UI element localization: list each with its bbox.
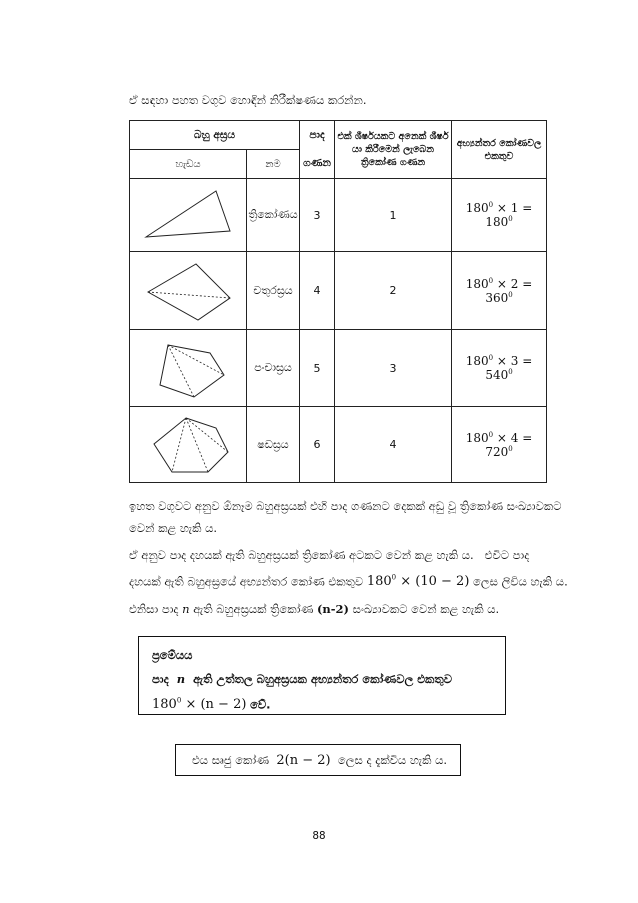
row-name: චතුරස්‍රය xyxy=(247,252,300,330)
row-sides: 4 xyxy=(300,252,335,330)
row-angle-sum: $180^0 \times 4 = 720^0$ xyxy=(452,407,547,483)
row-name: පංචාස්‍රය xyxy=(247,330,300,407)
formula-ten-sides: $180^0 \times (10 - 2)$ xyxy=(366,574,470,590)
triangle-shape xyxy=(130,179,247,252)
header-interior-sum: අභ්‍යන්තර කෝණවල එකතුව xyxy=(452,121,547,179)
paragraph-1-line-2: වෙන් කළ හැකි ය. xyxy=(129,521,218,535)
header-polygon: බහු අස්‍රය xyxy=(130,121,300,150)
paragraph-2-line-2: දහයක් ඇති බහුඅස්‍රයේ අභ්‍යන්තර කෝණ එකතුව $180^0 \times (10 - 2)$ ලෙස ලිවිය හැකි ය. xyxy=(129,574,568,590)
row-name: ෂඩස්‍රය xyxy=(247,407,300,483)
table-row xyxy=(130,330,547,407)
paragraph-1-line-1: ඉහත වගුවට අනුව ඕනෑම බහුඅස්‍රයක් එහි පාද ගණනට දෙකක් අඩු වූ ත්‍රිකෝණ සංඛ්‍යාවකට xyxy=(129,499,562,513)
paragraph-3: එනිසා පාද n ඇති බහුඅස්‍රයක් ත්‍රිකෝණ (n-2) සංඛ්‍යාවකට වෙන් කළ හැකි ය. xyxy=(129,602,500,616)
row-triangles: 4 xyxy=(335,407,452,483)
row-sides: 6 xyxy=(300,407,335,483)
row-angle-sum: $180^0 \times 1 = 180^0$ xyxy=(452,179,547,252)
theorem-line-2: $180^0 \times (n - 2)$ වේ. xyxy=(152,697,271,713)
row-sides: 5 xyxy=(300,330,335,407)
row-triangles: 3 xyxy=(335,330,452,407)
row-sides: 3 xyxy=(300,179,335,252)
theorem-line-1: පාද n ඇති උත්තල බහුඅස්‍රයක අභ්‍යන්තර කෝණවල එකතුව xyxy=(152,672,452,686)
row-triangles: 1 xyxy=(335,179,452,252)
header-sides: පාද xyxy=(300,121,335,150)
paragraph-2-line-1: ඒ අනුව පාද දහයක් ඇති බහුඅස්‍රයක් ත්‍රිකෝණ අටකට වෙන් කළ හැකි ය. එවිට පාද xyxy=(129,548,530,562)
intro-text: ඒ සඳහා පහත වගුව හොඳින් නිරීක්ෂණය කරන්න. xyxy=(129,93,367,107)
row-name: ත්‍රිකෝණය xyxy=(247,179,300,252)
header-shape: හැඩය xyxy=(130,150,247,179)
polygon-table xyxy=(129,120,547,483)
row-angle-sum: $180^0 \times 3 = 540^0$ xyxy=(452,330,547,407)
theorem-formula: $180^0 \times (n - 2)$ xyxy=(152,697,247,713)
right-angle-box xyxy=(175,744,461,776)
hexagon-shape xyxy=(130,407,247,483)
right-angle-text: එය සෘජු කෝණ 2(n − 2) ලෙස ද දැක්විය හැකි ය. xyxy=(192,753,448,768)
theorem-title: ප්‍රමේයය xyxy=(152,648,193,662)
header-triangles: එක් ශීර්ෂයකට අනෙක් ශීර්ෂ යා කිරීමෙන් ලැබෙන ත්‍රිකෝණ ගණන xyxy=(335,121,452,179)
row-angle-sum: $180^0 \times 2 = 360^0$ xyxy=(452,252,547,330)
row-triangles: 2 xyxy=(335,252,452,330)
table-row xyxy=(130,252,547,330)
header-sides-count: ගණන xyxy=(300,150,335,179)
page-number: 88 xyxy=(312,829,326,842)
quadrilateral-shape xyxy=(130,252,247,330)
header-name: නම xyxy=(247,150,300,179)
table-row xyxy=(130,179,547,252)
theorem-box xyxy=(138,636,506,715)
pentagon-shape xyxy=(130,330,247,407)
table-row xyxy=(130,407,547,483)
